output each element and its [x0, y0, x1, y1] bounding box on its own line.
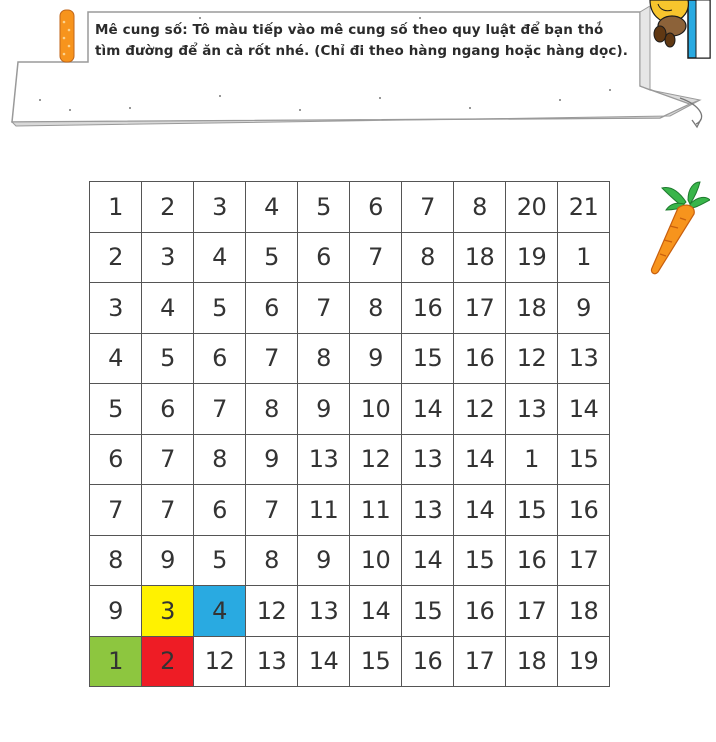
- maze-cell[interactable]: 15: [454, 535, 506, 586]
- maze-cell[interactable]: 7: [90, 485, 142, 536]
- maze-cell[interactable]: 11: [350, 485, 402, 536]
- maze-cell[interactable]: 14: [350, 586, 402, 637]
- maze-cell[interactable]: 1: [90, 182, 142, 233]
- maze-cell[interactable]: 15: [350, 636, 402, 687]
- maze-cell[interactable]: 7: [142, 485, 194, 536]
- maze-row: [90, 384, 610, 435]
- maze-cell[interactable]: 8: [246, 535, 298, 586]
- maze-row: [90, 182, 610, 233]
- maze-row: [90, 586, 610, 637]
- maze-row: [90, 636, 610, 687]
- maze-cell[interactable]: 3: [194, 182, 246, 233]
- maze-cell[interactable]: 9: [558, 283, 610, 334]
- maze-cell[interactable]: 14: [298, 636, 350, 687]
- maze-cell[interactable]: 13: [558, 333, 610, 384]
- maze-cell[interactable]: 18: [506, 283, 558, 334]
- maze-cell[interactable]: 5: [246, 232, 298, 283]
- maze-cell[interactable]: 6: [194, 485, 246, 536]
- maze-row: [90, 333, 610, 384]
- maze-cell[interactable]: 15: [558, 434, 610, 485]
- maze-cell[interactable]: 1: [90, 636, 142, 687]
- maze-cell[interactable]: 8: [350, 283, 402, 334]
- maze-cell[interactable]: 13: [402, 434, 454, 485]
- maze-cell[interactable]: 7: [142, 434, 194, 485]
- maze-cell[interactable]: 14: [402, 384, 454, 435]
- maze-cell[interactable]: 10: [350, 535, 402, 586]
- maze-cell[interactable]: 16: [506, 535, 558, 586]
- maze-cell[interactable]: 4: [194, 586, 246, 637]
- maze-cell[interactable]: 9: [298, 384, 350, 435]
- maze-cell[interactable]: 4: [90, 333, 142, 384]
- maze-row: [90, 434, 610, 485]
- maze-cell[interactable]: 14: [454, 485, 506, 536]
- maze-cell[interactable]: 17: [454, 636, 506, 687]
- maze-cell[interactable]: 5: [194, 283, 246, 334]
- maze-cell[interactable]: 9: [142, 535, 194, 586]
- maze-cell[interactable]: 9: [246, 434, 298, 485]
- instruction-banner: [0, 0, 716, 140]
- maze-cell[interactable]: 19: [558, 636, 610, 687]
- maze-cell[interactable]: 6: [298, 232, 350, 283]
- maze-cell[interactable]: 8: [246, 384, 298, 435]
- maze-row: [90, 232, 610, 283]
- cartoon-character-icon: [610, 0, 716, 60]
- maze-cell[interactable]: 10: [350, 384, 402, 435]
- maze-cell[interactable]: 9: [298, 535, 350, 586]
- maze-cell[interactable]: 15: [402, 333, 454, 384]
- maze-cell[interactable]: 8: [90, 535, 142, 586]
- maze-cell[interactable]: 3: [142, 586, 194, 637]
- maze-cell[interactable]: 17: [454, 283, 506, 334]
- maze-cell[interactable]: 4: [246, 182, 298, 233]
- maze-cell[interactable]: 1: [558, 232, 610, 283]
- maze-cell[interactable]: 16: [402, 283, 454, 334]
- maze-cell[interactable]: 18: [558, 586, 610, 637]
- maze-cell[interactable]: 11: [298, 485, 350, 536]
- maze-cell[interactable]: 5: [90, 384, 142, 435]
- maze-cell[interactable]: 2: [142, 636, 194, 687]
- maze-cell[interactable]: 7: [246, 333, 298, 384]
- maze-cell[interactable]: 1: [506, 434, 558, 485]
- maze-cell[interactable]: 13: [298, 586, 350, 637]
- maze-cell[interactable]: 16: [558, 485, 610, 536]
- maze-cell[interactable]: 3: [90, 283, 142, 334]
- number-maze-grid: [89, 181, 610, 687]
- instruction-text: Mê cung số: Tô màu tiếp vào mê cung số theo quy luật để bạn thỏ tìm đường để ăn cà rốt nhé. (Chỉ đi theo hàng ngang hoặc hàng dọc).: [95, 22, 629, 59]
- maze-cell[interactable]: 21: [558, 182, 610, 233]
- maze-cell[interactable]: 13: [506, 384, 558, 435]
- maze-cell[interactable]: 12: [350, 434, 402, 485]
- maze-cell[interactable]: 19: [506, 232, 558, 283]
- maze-cell[interactable]: 6: [350, 182, 402, 233]
- maze-cell[interactable]: 12: [506, 333, 558, 384]
- maze-cell[interactable]: 14: [558, 384, 610, 435]
- maze-cell[interactable]: 12: [194, 636, 246, 687]
- maze-cell[interactable]: 4: [142, 283, 194, 334]
- maze-cell[interactable]: 5: [142, 333, 194, 384]
- maze-cell[interactable]: 15: [402, 586, 454, 637]
- maze-cell[interactable]: 8: [298, 333, 350, 384]
- maze-cell[interactable]: 6: [142, 384, 194, 435]
- maze-row: [90, 283, 610, 334]
- maze-cell[interactable]: 17: [558, 535, 610, 586]
- maze-cell[interactable]: 12: [246, 586, 298, 637]
- maze-cell[interactable]: 15: [506, 485, 558, 536]
- maze-cell[interactable]: 14: [402, 535, 454, 586]
- maze-cell[interactable]: 8: [454, 182, 506, 233]
- maze-cell[interactable]: 7: [350, 232, 402, 283]
- maze-cell[interactable]: 7: [246, 485, 298, 536]
- maze-cell[interactable]: 5: [298, 182, 350, 233]
- maze-cell[interactable]: 6: [246, 283, 298, 334]
- maze-cell[interactable]: 5: [194, 535, 246, 586]
- maze-cell[interactable]: 7: [298, 283, 350, 334]
- maze-cell[interactable]: 18: [454, 232, 506, 283]
- maze-cell[interactable]: 16: [454, 333, 506, 384]
- maze-row: [90, 535, 610, 586]
- maze-cell[interactable]: 14: [454, 434, 506, 485]
- carrot-icon: [648, 180, 710, 276]
- maze-cell[interactable]: 3: [142, 232, 194, 283]
- maze-cell[interactable]: 7: [402, 182, 454, 233]
- maze-cell[interactable]: 18: [506, 636, 558, 687]
- maze-cell[interactable]: 6: [194, 333, 246, 384]
- maze-cell[interactable]: 2: [90, 232, 142, 283]
- maze-cell[interactable]: 12: [454, 384, 506, 435]
- maze-cell[interactable]: 20: [506, 182, 558, 233]
- maze-cell[interactable]: 16: [454, 586, 506, 637]
- maze-cell[interactable]: 13: [298, 434, 350, 485]
- maze-cell[interactable]: 13: [402, 485, 454, 536]
- maze-cell[interactable]: 9: [350, 333, 402, 384]
- pin-icon: [60, 10, 74, 62]
- maze-cell[interactable]: 8: [402, 232, 454, 283]
- maze-row: [90, 485, 610, 536]
- maze-cell[interactable]: 7: [194, 384, 246, 435]
- maze-cell[interactable]: 13: [246, 636, 298, 687]
- maze-cell[interactable]: 8: [194, 434, 246, 485]
- maze-cell[interactable]: 6: [90, 434, 142, 485]
- maze-cell[interactable]: 9: [90, 586, 142, 637]
- maze-cell[interactable]: 2: [142, 182, 194, 233]
- maze-cell[interactable]: 4: [194, 232, 246, 283]
- maze-cell[interactable]: 17: [506, 586, 558, 637]
- maze-cell[interactable]: 16: [402, 636, 454, 687]
